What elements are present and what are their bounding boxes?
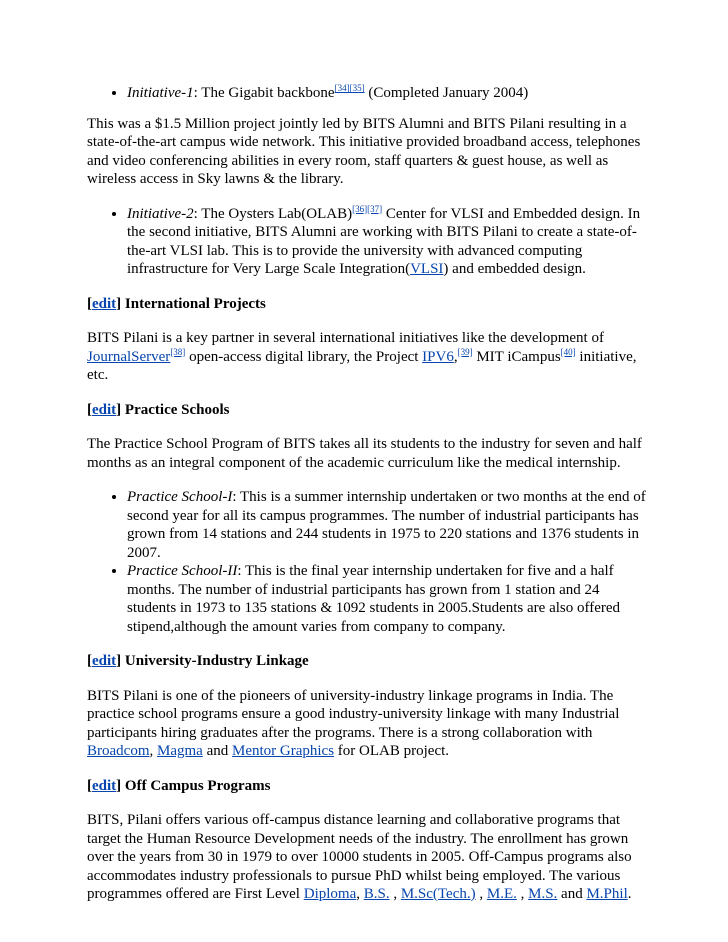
international-text-d: MIT iCampus — [472, 348, 561, 365]
ms-link[interactable]: M.S. — [528, 886, 558, 902]
initiative1-refs — [335, 83, 365, 93]
diploma-link[interactable]: Diploma — [303, 886, 357, 902]
journalserver-link[interactable]: JournalServer — [87, 348, 171, 365]
broadcom-link[interactable]: Broadcom — [87, 743, 150, 759]
ref-36-link[interactable]: [36] — [352, 203, 368, 214]
bs-link[interactable]: B.S. — [363, 886, 390, 902]
network-paragraph: This was a $1.5 Million project jointly led by BITS Alumni and BITS Pilani resulting in a state-of-the-art campus wide network. This initiative provided broadband access, telephones and video conferencing abilities in every room, staff quarters & guest house, as well as wireless access in Sky lawns & the library. — [87, 115, 641, 187]
ref-39-link[interactable]: [39] — [457, 346, 473, 357]
linkage-text-d: for OLAB project. — [334, 743, 450, 759]
heading-practice-schools: [edit] Practice Schools — [87, 401, 230, 418]
initiative1-list — [87, 84, 646, 103]
initiative2-term: Initiative-2 — [127, 205, 194, 222]
initiative1-term: Initiative-1 — [127, 85, 194, 101]
heading-off-campus-programs: [edit] Off Campus Programs — [87, 777, 271, 794]
practice-school-item — [127, 562, 646, 636]
initiative2-item — [127, 205, 646, 279]
mentor-graphics-link[interactable]: Mentor Graphics — [231, 743, 335, 759]
offcampus-sep: , — [475, 886, 487, 902]
edit-link-linkage[interactable]: edit — [92, 653, 117, 669]
heading-university-industry-linkage: [edit] University-Industry Linkage — [87, 653, 309, 669]
linkage-text-a: BITS Pilani is one of the pioneers of university-industry linkage programs in India. The practice school programs ensure a good industry-university linkage with many Industrial participants hiring graduates after the programs. There is a strong collaboration with — [87, 687, 620, 741]
practice-school-text: : This is the final year internship undertaken for five and a half months. The number of industrial participants has grown from 1 station and 24 students in 1973 to 135 stations & 1092 students in 2005.Students are also offered stipend,although the amount varies from company to company. — [127, 563, 621, 635]
ref-37-link[interactable]: [37] — [367, 203, 383, 214]
initiative2-refs — [352, 204, 382, 214]
international-text-b: open-access digital library, the Project — [185, 348, 423, 365]
heading-linkage-text: University-Industry Linkage — [124, 653, 309, 669]
initiative2-text-b: Center for VLSI and Embedded design. In the second initiative, BITS Alumni are working with BITS Pilani to create a state-of-the-art VLSI lab. This is to provide the university with advanced computing infrastructure for Very Large Scale Integration( — [127, 205, 641, 277]
offcampus-text-a: BITS, Pilani offers various off-campus distance learning and collaborative programs that target the Human Resource Development needs of the industry. The enrollment has grown over the years from 30 in 1979 to over 10000 students in 2005. Off-Campus programs also accommodates industry professionals to pursue PhD whilst being employed. The various programmes offered are First Level — [87, 812, 632, 902]
mphil-link[interactable]: M.Phil — [586, 886, 628, 902]
heading-international-projects: [edit] International Projects — [87, 295, 266, 312]
msc-tech-link[interactable]: M.Sc(Tech.) — [400, 886, 476, 902]
international-text-c: , — [453, 348, 458, 365]
initiative1-tail: (Completed January 2004) — [364, 85, 529, 101]
initiative1-text: : The Gigabit backbone — [193, 85, 335, 101]
offcampus-sep: , — [516, 886, 529, 902]
edit-link-offcampus[interactable]: edit — [92, 777, 117, 794]
edit-link-international[interactable]: edit — [92, 295, 117, 312]
practice-school-list — [87, 488, 646, 636]
linkage-text-c: and — [202, 743, 232, 759]
heading-offcampus-text: Off Campus Programs — [124, 777, 271, 794]
practice-school-term: Practice School-II — [127, 563, 238, 579]
ipv6-link[interactable]: IPV6 — [422, 348, 454, 365]
offcampus-sep: , — [389, 886, 401, 902]
me-link[interactable]: M.E. — [486, 886, 517, 902]
linkage-paragraph — [87, 687, 646, 761]
initiative1-item — [127, 84, 646, 103]
ref-38 — [170, 347, 185, 357]
ref-40-link[interactable]: [40] — [560, 346, 576, 357]
ref-38-link[interactable]: [38] — [170, 346, 186, 357]
heading-practice-text: Practice Schools — [124, 401, 230, 418]
international-paragraph — [87, 329, 646, 385]
initiative2-text-c: ) and embedded design. — [443, 261, 586, 277]
practice-school-term: Practice School-I — [127, 489, 233, 505]
practice-school-text: : This is a summer internship undertaken or two months at the end of second year for all its campus programmes. The number of industrial participants has grown from 14 stations and 244 students in 1975 to 220 stations and 1376 students in 2007. — [127, 489, 646, 561]
initiative2-text-a: : The Oysters Lab(OLAB) — [193, 205, 353, 222]
ref-40 — [561, 347, 576, 357]
ref-35-link[interactable]: [35] — [349, 83, 365, 93]
linkage-text-b: , — [149, 743, 157, 759]
magma-link[interactable]: Magma — [156, 743, 203, 759]
offcampus-sep: , — [356, 886, 364, 902]
ref-34-link[interactable]: [34] — [334, 83, 350, 93]
edit-link-practice[interactable]: edit — [92, 401, 117, 418]
offcampus-paragraph — [87, 811, 646, 904]
practice-school-item — [127, 488, 646, 562]
offcampus-sep: and — [557, 886, 587, 902]
vlsi-link[interactable]: VLSI — [410, 261, 444, 277]
heading-international-text: International Projects — [124, 295, 266, 312]
international-text-e: initiative, etc. — [87, 348, 637, 383]
offcampus-sep: . — [627, 886, 632, 902]
international-text-a: BITS Pilani is a key partner in several international initiatives like the development of — [87, 330, 604, 346]
ref-39 — [458, 347, 473, 357]
practice-intro-paragraph: The Practice School Program of BITS takes all its students to the industry for seven and half months as an integral component of the academic curriculum like the medical internship. — [87, 436, 642, 471]
initiative2-list — [87, 205, 646, 279]
